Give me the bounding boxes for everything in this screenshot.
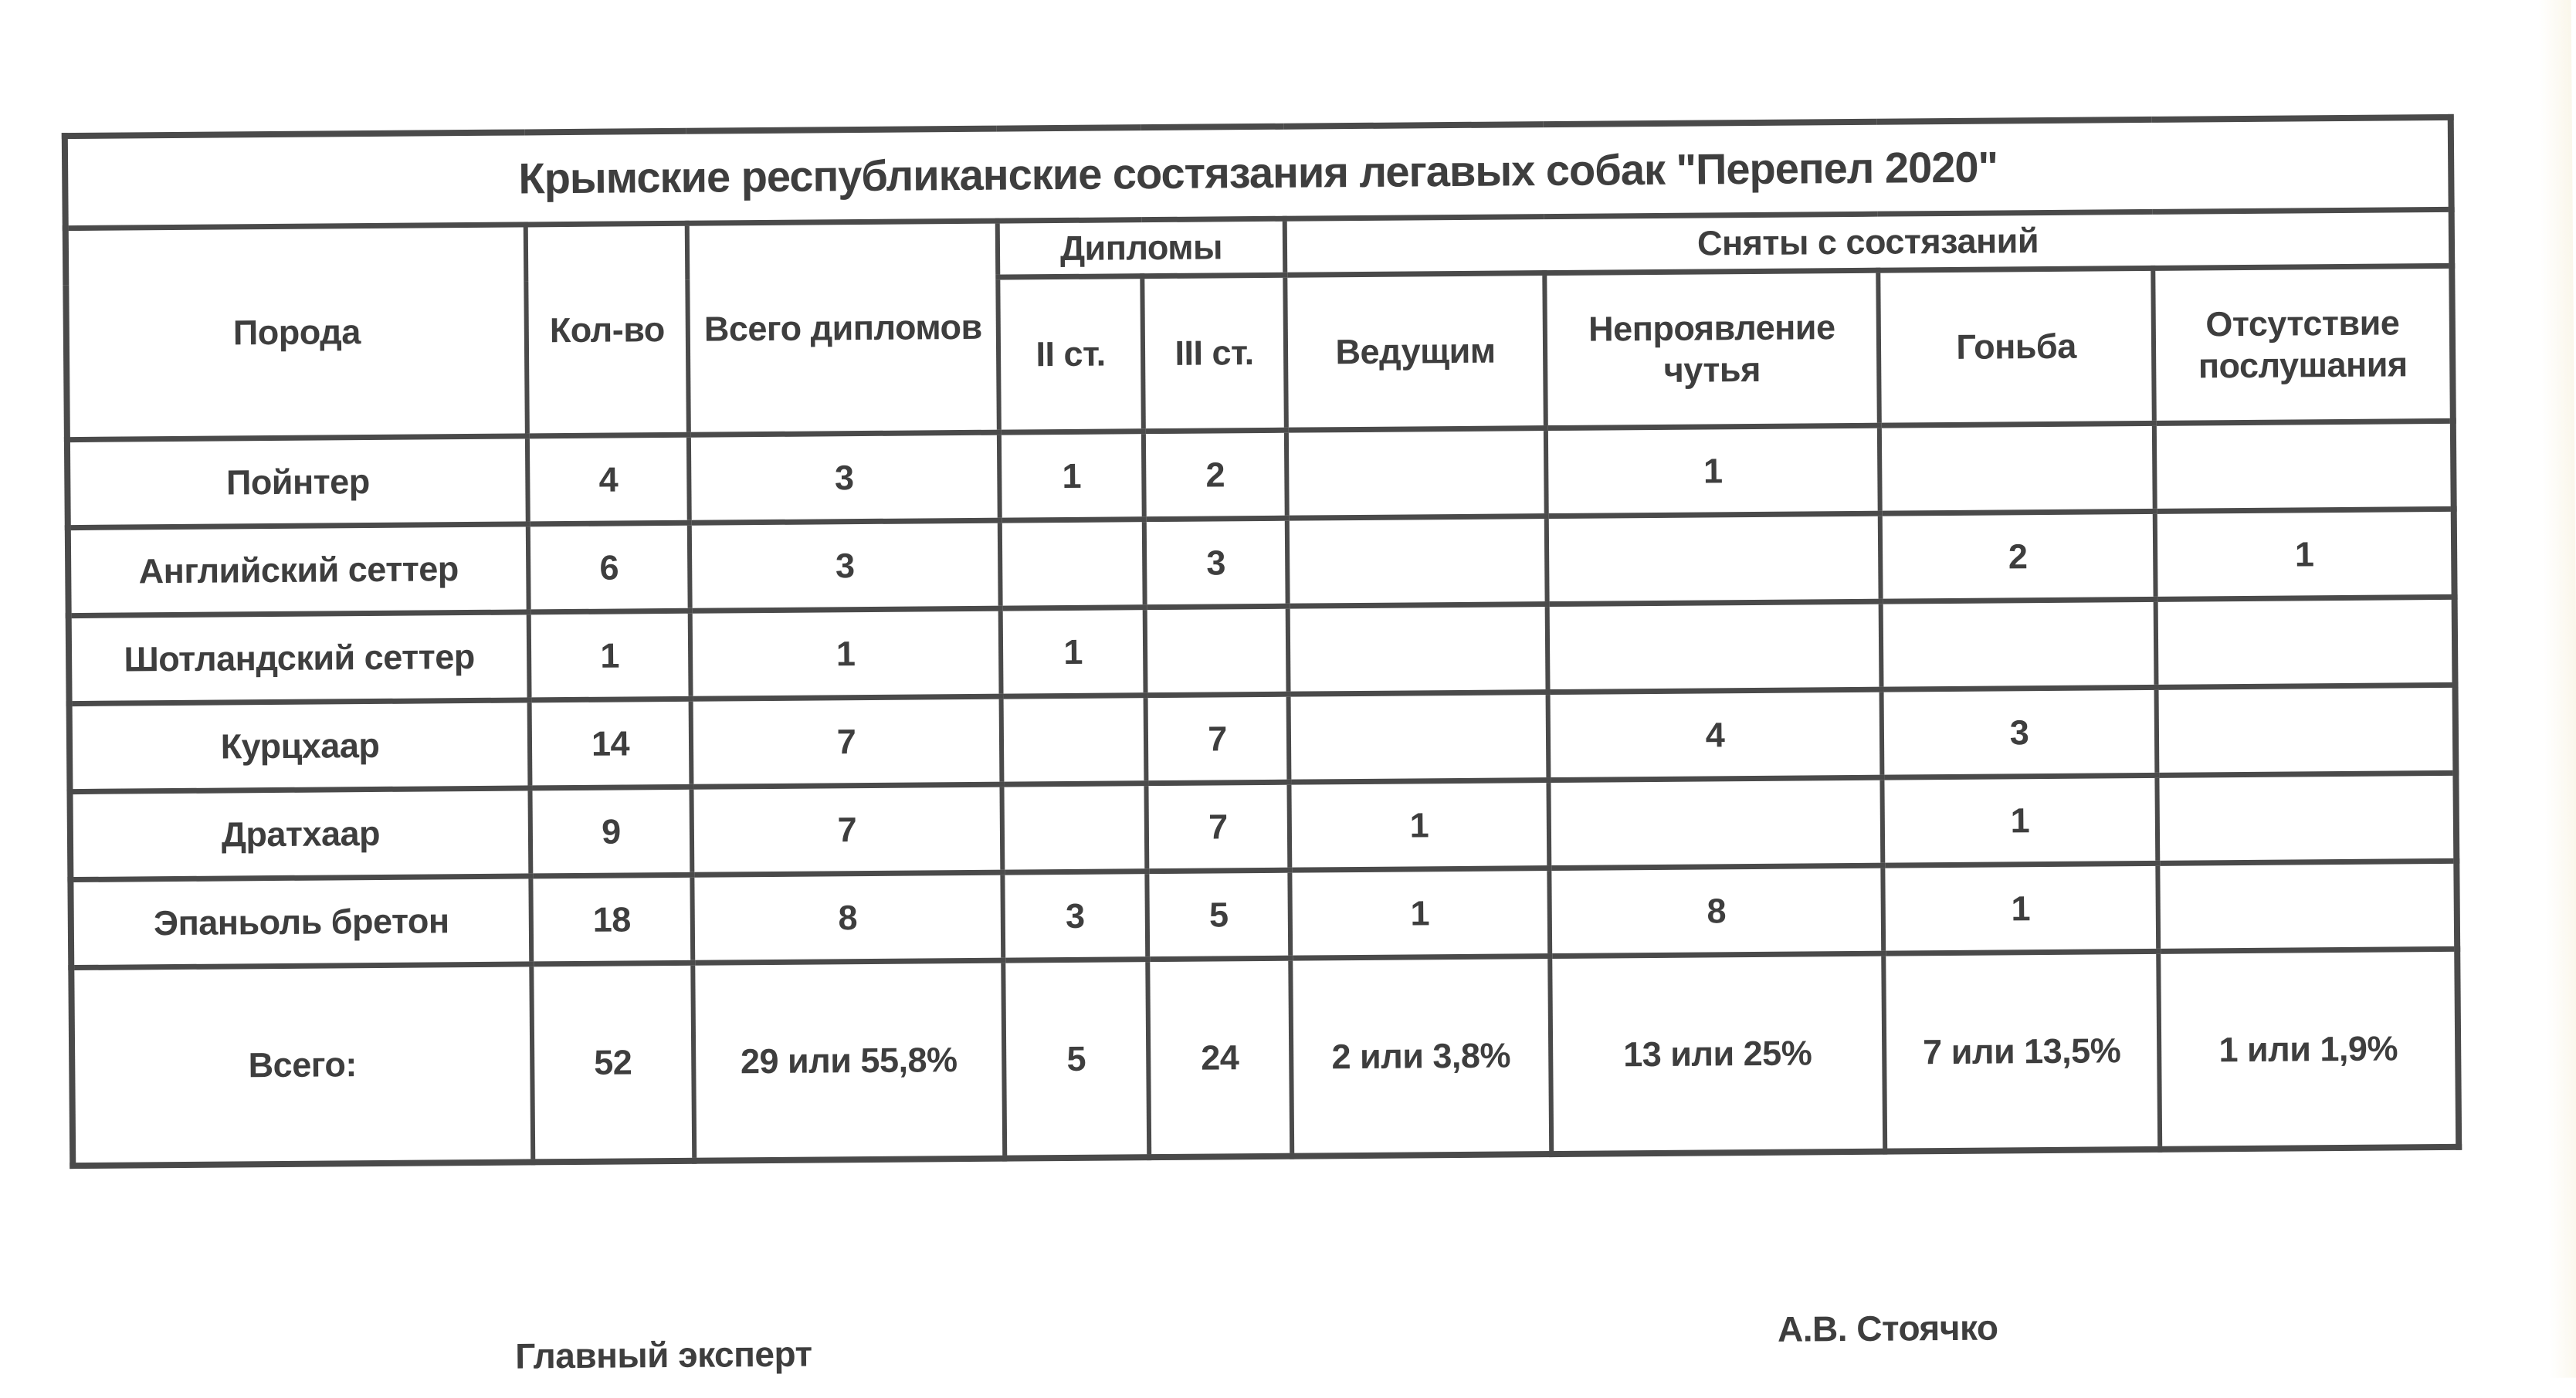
cell-obed <box>2157 861 2457 951</box>
cell-total: 1 <box>690 608 1002 699</box>
cell-total: 3 <box>690 520 1001 611</box>
col-header-chasing: Гоньба <box>1878 268 2154 425</box>
cell-chase <box>1879 423 2155 513</box>
cell-handler: 2 или 3,8% <box>1290 956 1551 1156</box>
cell-breed: Шотландский сеттер <box>69 612 530 704</box>
cell-deg2: 1 <box>1001 608 1146 696</box>
cell-chase: 1 <box>1883 863 2158 953</box>
cell-chase: 1 <box>1882 775 2157 865</box>
cell-deg2 <box>1000 520 1145 608</box>
row-totals <box>71 949 2459 1166</box>
cell-obed <box>2157 685 2456 775</box>
scan-edge-tint <box>2538 0 2576 1378</box>
col-header-no-scent: Непроявление чутья <box>1544 270 1879 428</box>
group-header-diplomas: Дипломы <box>998 218 1286 277</box>
chief-expert-name: А.В. Стоячко <box>1777 1307 1998 1349</box>
cell-handler: 1 <box>1289 780 1549 871</box>
cell-deg3: 7 <box>1146 782 1290 871</box>
cell-scent <box>1548 777 1883 868</box>
cell-count: 6 <box>528 523 690 612</box>
cell-totals-label: Всего: <box>71 964 533 1166</box>
col-header-deg3: III ст. <box>1142 275 1286 431</box>
cell-scent: 13 или 25% <box>1550 953 1885 1154</box>
chief-expert-label: Главный эксперт <box>515 1333 812 1376</box>
col-header-total-diplomas: Всего дипломов <box>687 221 999 435</box>
cell-deg2: 1 <box>999 432 1144 520</box>
cell-deg2: 3 <box>1002 872 1147 960</box>
cell-scent: 4 <box>1548 689 1883 780</box>
cell-deg2 <box>1002 696 1147 784</box>
cell-obed <box>2154 421 2454 511</box>
cell-count: 52 <box>531 963 694 1162</box>
cell-obed: 1 <box>2155 509 2455 599</box>
cell-total: 7 <box>691 696 1002 787</box>
cell-chase: 3 <box>1882 687 2157 777</box>
cell-deg3 <box>1145 606 1289 695</box>
cell-breed: Дратхаар <box>69 788 530 880</box>
cell-handler <box>1287 516 1547 607</box>
col-header-by-handler: Ведущим <box>1285 273 1546 431</box>
cell-breed: Пойнтер <box>67 436 528 528</box>
group-header-removed: Сняты с состязаний <box>1285 209 2452 275</box>
cell-obed <box>2157 773 2456 863</box>
cell-deg3: 2 <box>1144 430 1287 519</box>
cell-handler <box>1289 692 1549 783</box>
cell-deg3: 24 <box>1147 958 1292 1157</box>
cell-count: 1 <box>529 611 691 700</box>
cell-total: 8 <box>692 872 1003 963</box>
cell-count: 4 <box>527 435 690 524</box>
col-header-no-obedience: Отсутствие послушания <box>2153 266 2453 423</box>
cell-handler: 1 <box>1290 868 1550 959</box>
cell-total: 7 <box>691 784 1002 875</box>
cell-handler <box>1288 604 1548 695</box>
cell-count: 14 <box>530 699 692 788</box>
cell-breed: Курцхаар <box>69 700 530 792</box>
cell-scent: 1 <box>1546 425 1880 516</box>
cell-chase: 7 или 13,5% <box>1883 951 2160 1151</box>
results-table <box>62 114 2462 1169</box>
cell-scent <box>1547 513 1881 604</box>
cell-count: 18 <box>530 875 693 964</box>
cell-breed: Эпаньоль бретон <box>70 876 531 968</box>
cell-count: 9 <box>530 787 692 876</box>
cell-deg2 <box>1002 784 1147 872</box>
cell-obed <box>2156 597 2456 687</box>
cell-breed: Английский сеттер <box>68 524 529 616</box>
cell-total: 29 или 55,8% <box>693 960 1005 1161</box>
cell-chase: 2 <box>1880 511 2156 601</box>
cell-deg3: 5 <box>1147 870 1290 959</box>
cell-scent <box>1547 601 1882 692</box>
cell-obed: 1 или 1,9% <box>2158 949 2459 1149</box>
cell-deg3: 7 <box>1146 694 1290 783</box>
col-header-breed: Порода <box>66 225 527 440</box>
cell-scent: 8 <box>1549 865 1883 956</box>
cell-handler <box>1286 428 1547 519</box>
cell-chase <box>1881 599 2157 689</box>
table-title: Крымские республиканские состязания легавых собак "Перепел 2020" <box>65 117 2452 228</box>
cell-deg2: 5 <box>1003 960 1149 1159</box>
cell-deg3: 3 <box>1144 518 1288 607</box>
col-header-deg2: II ст. <box>998 276 1144 432</box>
cell-total: 3 <box>689 432 1000 523</box>
col-header-count: Кол-во <box>526 223 689 436</box>
